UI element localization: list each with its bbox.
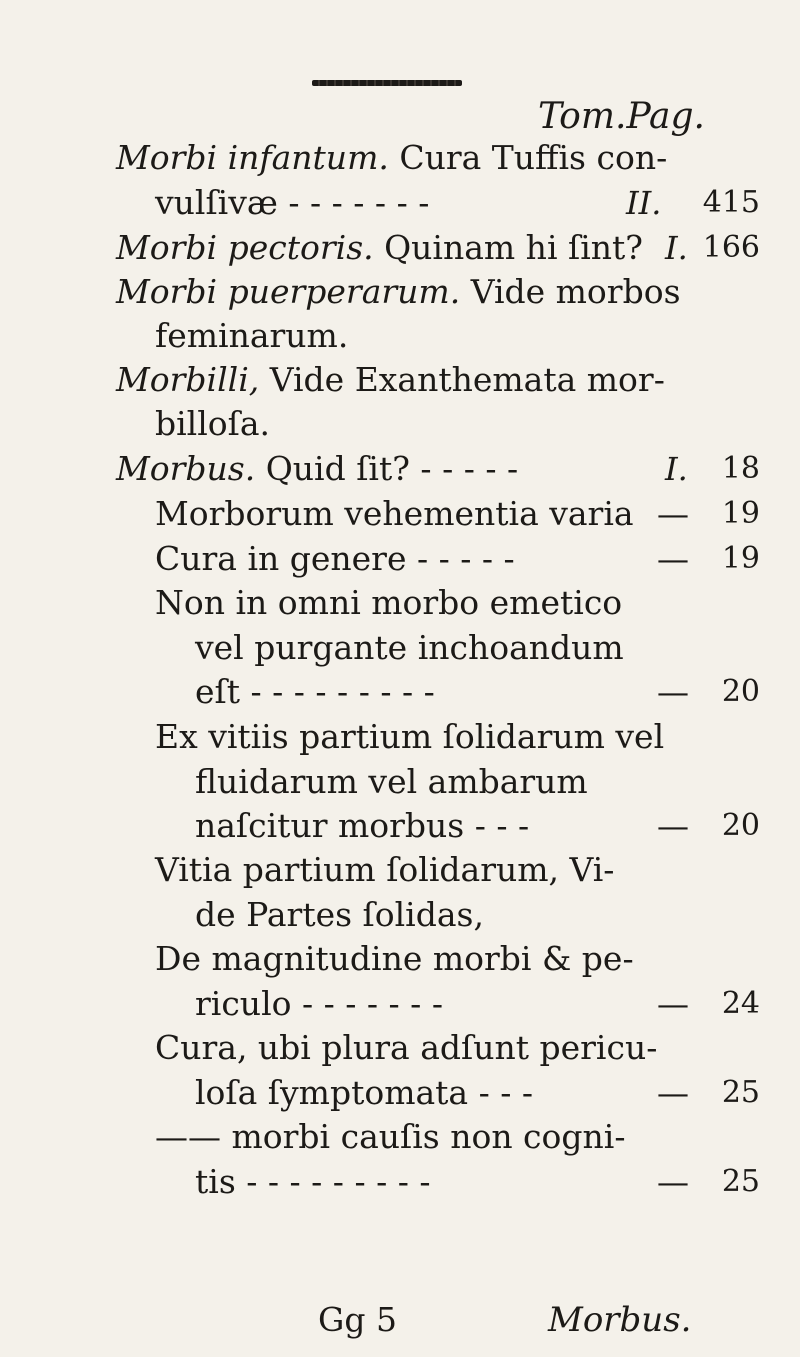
entry-line <box>155 537 515 581</box>
entry-volume: — <box>657 495 689 533</box>
entry-term: Morbus. <box>116 449 256 488</box>
entry-page-number: 24 <box>721 986 760 1021</box>
entry-page-number: 20 <box>721 808 760 843</box>
entry-page-number: 25 <box>721 1164 760 1199</box>
entry-line <box>195 1160 431 1204</box>
top-rule-divider <box>312 80 462 86</box>
entry-line <box>155 492 634 536</box>
entry-page-number: 415 <box>702 185 760 220</box>
entry-page-number: 20 <box>721 674 760 709</box>
entry-volume: — <box>657 985 689 1023</box>
entry-page-number: 19 <box>721 496 760 531</box>
entry-term: Morbi pectoris. <box>116 228 374 267</box>
entry-term: Morbi infantum. <box>116 138 389 177</box>
catchword: Morbus. <box>548 1300 692 1340</box>
entry-line <box>195 1071 533 1115</box>
entry-line <box>116 226 643 270</box>
column-header: Tom.Pag. <box>537 96 705 137</box>
entry-line <box>155 1115 626 1159</box>
entry-volume: — <box>657 1163 689 1201</box>
entry-line <box>155 181 429 225</box>
entry-volume: I. <box>665 229 688 267</box>
entry-volume: — <box>657 807 689 845</box>
entry-line <box>155 848 614 892</box>
entry-text: Ex vitiis partium ſolidarum vel <box>155 717 665 756</box>
entry-page-number: 18 <box>721 451 760 486</box>
entry-volume: II. <box>626 184 662 222</box>
entry-text: eſt - - - - - - - - - <box>195 672 435 711</box>
entry-line <box>116 270 681 314</box>
entry-line <box>155 581 622 625</box>
entry-text: vulſivæ - - - - - - - <box>155 183 430 222</box>
entry-text: feminarum. <box>155 316 349 355</box>
entry-text: Quid ſit? - - - - - <box>255 449 519 488</box>
entry-text: Quinam hi ſint? <box>373 228 643 267</box>
entry-volume: — <box>657 673 689 711</box>
entry-line <box>155 314 348 358</box>
entry-text: Morborum vehementia varia <box>155 494 634 533</box>
entry-line <box>195 760 588 804</box>
entry-line <box>195 982 443 1026</box>
entry-line <box>155 715 664 759</box>
entry-text: Vitia partium ſolidarum, Vi- <box>155 850 615 889</box>
entry-line <box>155 1026 657 1070</box>
entry-text: naſcitur morbus - - - <box>195 806 530 845</box>
entry-text: Vide morbos <box>460 272 681 311</box>
entry-text: de Partes ſolidas, <box>195 895 484 934</box>
entry-text: fluidarum vel ambarum <box>195 762 588 801</box>
entry-text: Cura, ubi plura adſunt pericu- <box>155 1028 658 1067</box>
entry-line <box>195 804 529 848</box>
entry-term: Morbilli, <box>116 360 260 399</box>
entry-text: vel purgante inchoandum <box>195 628 624 667</box>
entry-page-number: 19 <box>721 541 760 576</box>
entry-line <box>155 937 634 981</box>
entry-text: riculo - - - - - - - <box>195 984 443 1023</box>
entry-line <box>195 670 435 714</box>
entry-text: Cura in genere - - - - - <box>155 539 515 578</box>
entry-volume: I. <box>665 450 688 488</box>
entry-text: Vide Exanthemata mor- <box>259 360 665 399</box>
entry-line <box>116 447 518 491</box>
entry-page-number: 25 <box>721 1075 760 1110</box>
entry-text: Cura Tuffis con- <box>388 138 668 177</box>
entry-term: Morbi puerperarum. <box>116 272 461 311</box>
entry-line <box>116 358 665 402</box>
entry-volume: — <box>657 540 689 578</box>
entry-text: tis - - - - - - - - - <box>195 1162 431 1201</box>
signature-mark: Gg 5 <box>318 1300 397 1339</box>
entry-text: De magnitudine morbi & pe- <box>155 939 634 978</box>
entry-text: loſa ſymptomata - - - <box>195 1073 534 1112</box>
entry-volume: — <box>657 1074 689 1112</box>
entry-line <box>195 626 624 670</box>
entry-line <box>195 893 484 937</box>
entry-text: Non in omni morbo emetico <box>155 583 623 622</box>
entry-text: —— morbi cauſis non cogni- <box>155 1117 626 1156</box>
entry-text: billoſa. <box>155 404 271 443</box>
entry-line <box>116 136 667 180</box>
entry-line <box>155 402 270 446</box>
entry-page-number: 166 <box>702 230 760 265</box>
